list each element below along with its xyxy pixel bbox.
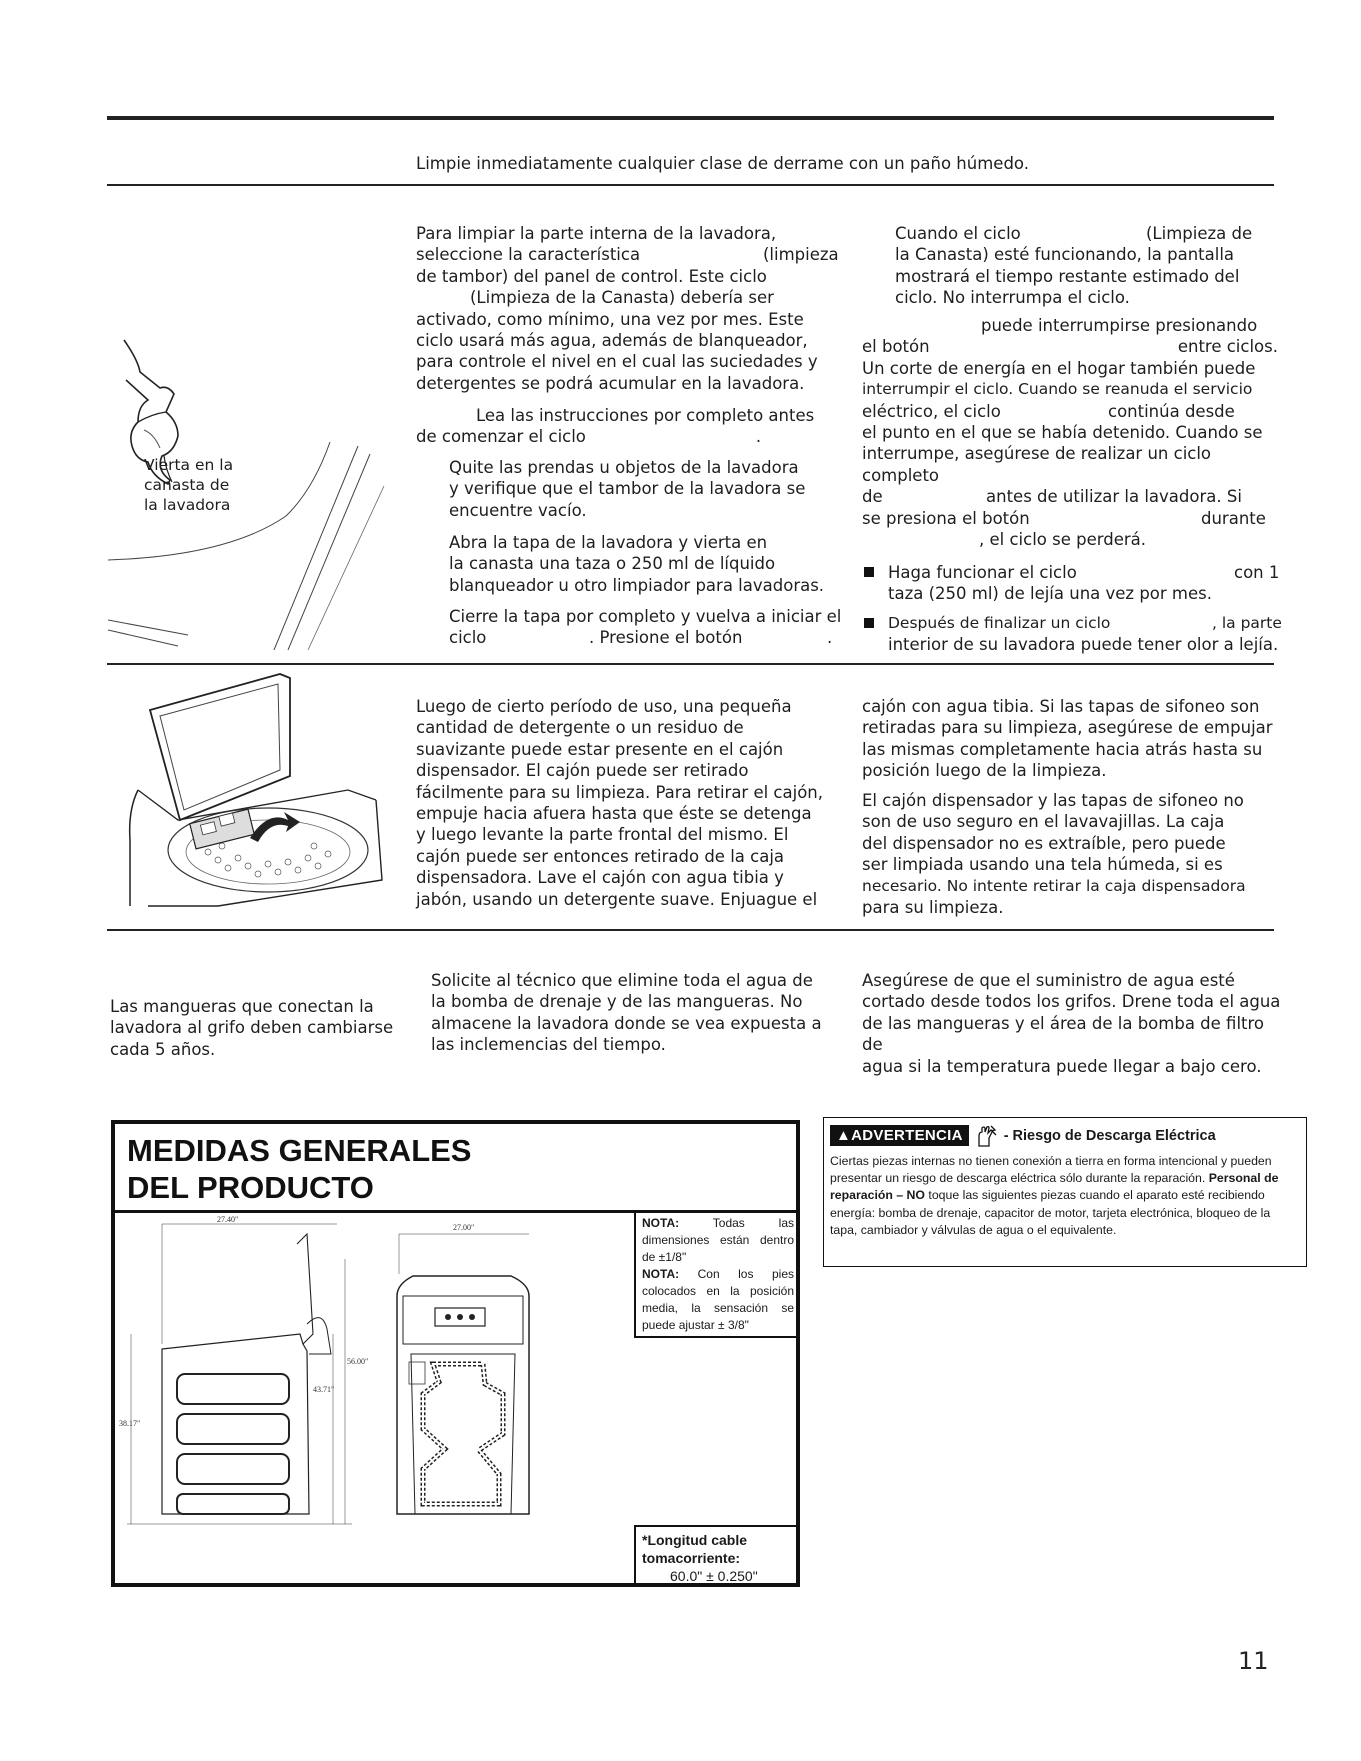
dispenser-right-1: cajón con agua tibia. Si las tapas de sifoneo son retiradas para su limpieza, asegúrese de empujar las mismas completamente hacia atrás hasta su posición luego de la limpieza.: [862, 697, 1273, 781]
storage-col3: Asegúrese de que el suministro de agua esté cortado desde todos los grifos. Drene toda el agua de las mangueras y el área de la bomba de filtro de agua si la temperatura puede llegar a bajo cero.: [862, 971, 1281, 1076]
shock-warning-box: [823, 1117, 1307, 1267]
drum-step-2: Abra la tapa de la lavadora y vierta en la canasta una taza o 250 ml de líquido blanqueador u otro limpiador para lavadoras.: [449, 533, 825, 595]
drum-clean-intro: Para limpiar la parte interna de la lavadora, seleccione la característica (limpieza de tambor) del panel de control. Este ciclo (Limpieza de la Canasta) debería ser activado, como mínimo, una vez por mes. Este ciclo usará más agua, además de blanqueador, para controle el nivel en el cual las suciedades y detergentes se podrá acumular en la lavadora.: [416, 224, 839, 393]
washer-side-view-drawing: [117, 1214, 387, 1584]
washer-front-view-drawing: [393, 1214, 633, 1584]
warning-badge: ▲ADVERTENCIA: [830, 1125, 969, 1146]
pour-caption: Vierta en la canasta de la lavadora: [144, 456, 234, 514]
drum-bullets: [862, 562, 1282, 656]
dim-width-side: 27.40": [217, 1215, 239, 1224]
drum-step-1: Quite las prendas u objetos de la lavadora y verifique que el tambor de la lavadora se encuentre vacío.: [449, 458, 806, 520]
dispenser-left: Luego de cierto período de uso, una pequeña cantidad de detergente o un residuo de suavizante puede estar presente en el cajón dispensador. El cajón puede ser retirado fácilmente para su limpieza. Para retirar el cajón, empuje hacia afuera hasta que éste se detenga y luego levante la parte frontal del mismo. El cajón puede ser entonces retirado de la caja dispensadora. Lave el cajón con agua tibia y jabón, usando un detergente suave. Enjuague el: [416, 697, 823, 909]
warning-body: Ciertas piezas internas no tienen conexión a tierra en forma intencional y pueden presentar un riesgo de descarga eléctrica sólo durante la reparación. Personal de reparación – NO toque las siguientes piezas cuando el aparato esté recibiendo energía: bomba de drenaje, capacitor de motor, tarjeta electrónica, bloqueo de la tapa, cambiador y válvulas de agua o el equivalente.: [830, 1154, 1279, 1237]
bullet-monthly: Haga funcionar el ciclo con 1 taza (250 ml) de lejía una vez por mes.: [862, 562, 1282, 605]
product-title: MEDIDAS GENERALES DEL PRODUCTO: [127, 1133, 472, 1205]
drum-step-3: Cierre la tapa por completo y vuelva a iniciar el ciclo . Presione el botón .: [449, 607, 842, 648]
hoses-note: Las mangueras que conectan la lavadora al grifo deben cambiarse cada 5 años.: [110, 997, 394, 1059]
product-notes: NOTA: Todas las dimensiones están dentro de ±1/8" NOTA: Con los pies colocados en la posición media, la sensación se puede ajustar ± 3/8": [634, 1213, 800, 1338]
dim-width-front: 27.00": [453, 1223, 475, 1232]
dim-height-body: 38.17": [119, 1419, 141, 1428]
section-rule-3: [107, 929, 1274, 931]
dispenser-illustration: [118, 670, 418, 912]
power-cord-length: *Longitud cable tomacorriente: 60.0" ± 0.250": [634, 1525, 800, 1587]
section-rule-1: [107, 184, 1274, 186]
page-number: 11: [1238, 1647, 1269, 1675]
top-rule: [107, 116, 1274, 120]
drum-read-instructions: Lea las instrucciones por completo antes de comenzar el ciclo .: [416, 406, 815, 447]
spill-note: Limpie inmediatamente cualquier clase de derrame con un paño húmedo.: [416, 154, 1029, 173]
storage-col2: Solicite al técnico que elimine toda el agua de la bomba de drenaje y de las mangueras. No almacene la lavadora donde se vea expuesta a las inclemencias del tiempo.: [431, 971, 822, 1055]
dim-height-lid: 56.00": [347, 1357, 369, 1366]
drum-interrupt: puede interrumpirse presionando el botón entre ciclos. Un corte de energía en el hogar también puede interrumpir el ciclo. Cuando se reanuda el servicio eléctrico, el ciclo continúa desde el punto en el que se había detenido. Cuando se interrumpe, asegúrese de realizar un ciclo completo de antes de utilizar la lavadora. Si se presiona el botón durante , el ciclo se perderá.: [862, 316, 1278, 550]
section-rule-2: [107, 663, 1274, 665]
drum-cycle-running: Cuando el ciclo (Limpieza de la Canasta) esté funcionando, la pantalla mostrará el tiempo restante estimado del ciclo. No interrumpa el ciclo.: [895, 224, 1253, 308]
electric-shock-icon: [973, 1124, 999, 1148]
warning-title: - Riesgo de Descarga Eléctrica: [1003, 1128, 1216, 1145]
dim-height-top: 43.71": [313, 1385, 335, 1394]
product-dimensions-box: [111, 1120, 800, 1587]
bullet-bleach-smell: Después de finalizar un ciclo , la parte interior de su lavadora puede tener olor a lejía.: [862, 613, 1282, 656]
dispenser-right-2: El cajón dispensador y las tapas de sifoneo no son de uso seguro en el lavavajillas. La caja del dispensador no es extraíble, pero puede ser limpiada usando una tela húmeda, si es necesario. No intente retirar la caja dispensadora para su limpieza.: [862, 791, 1246, 918]
